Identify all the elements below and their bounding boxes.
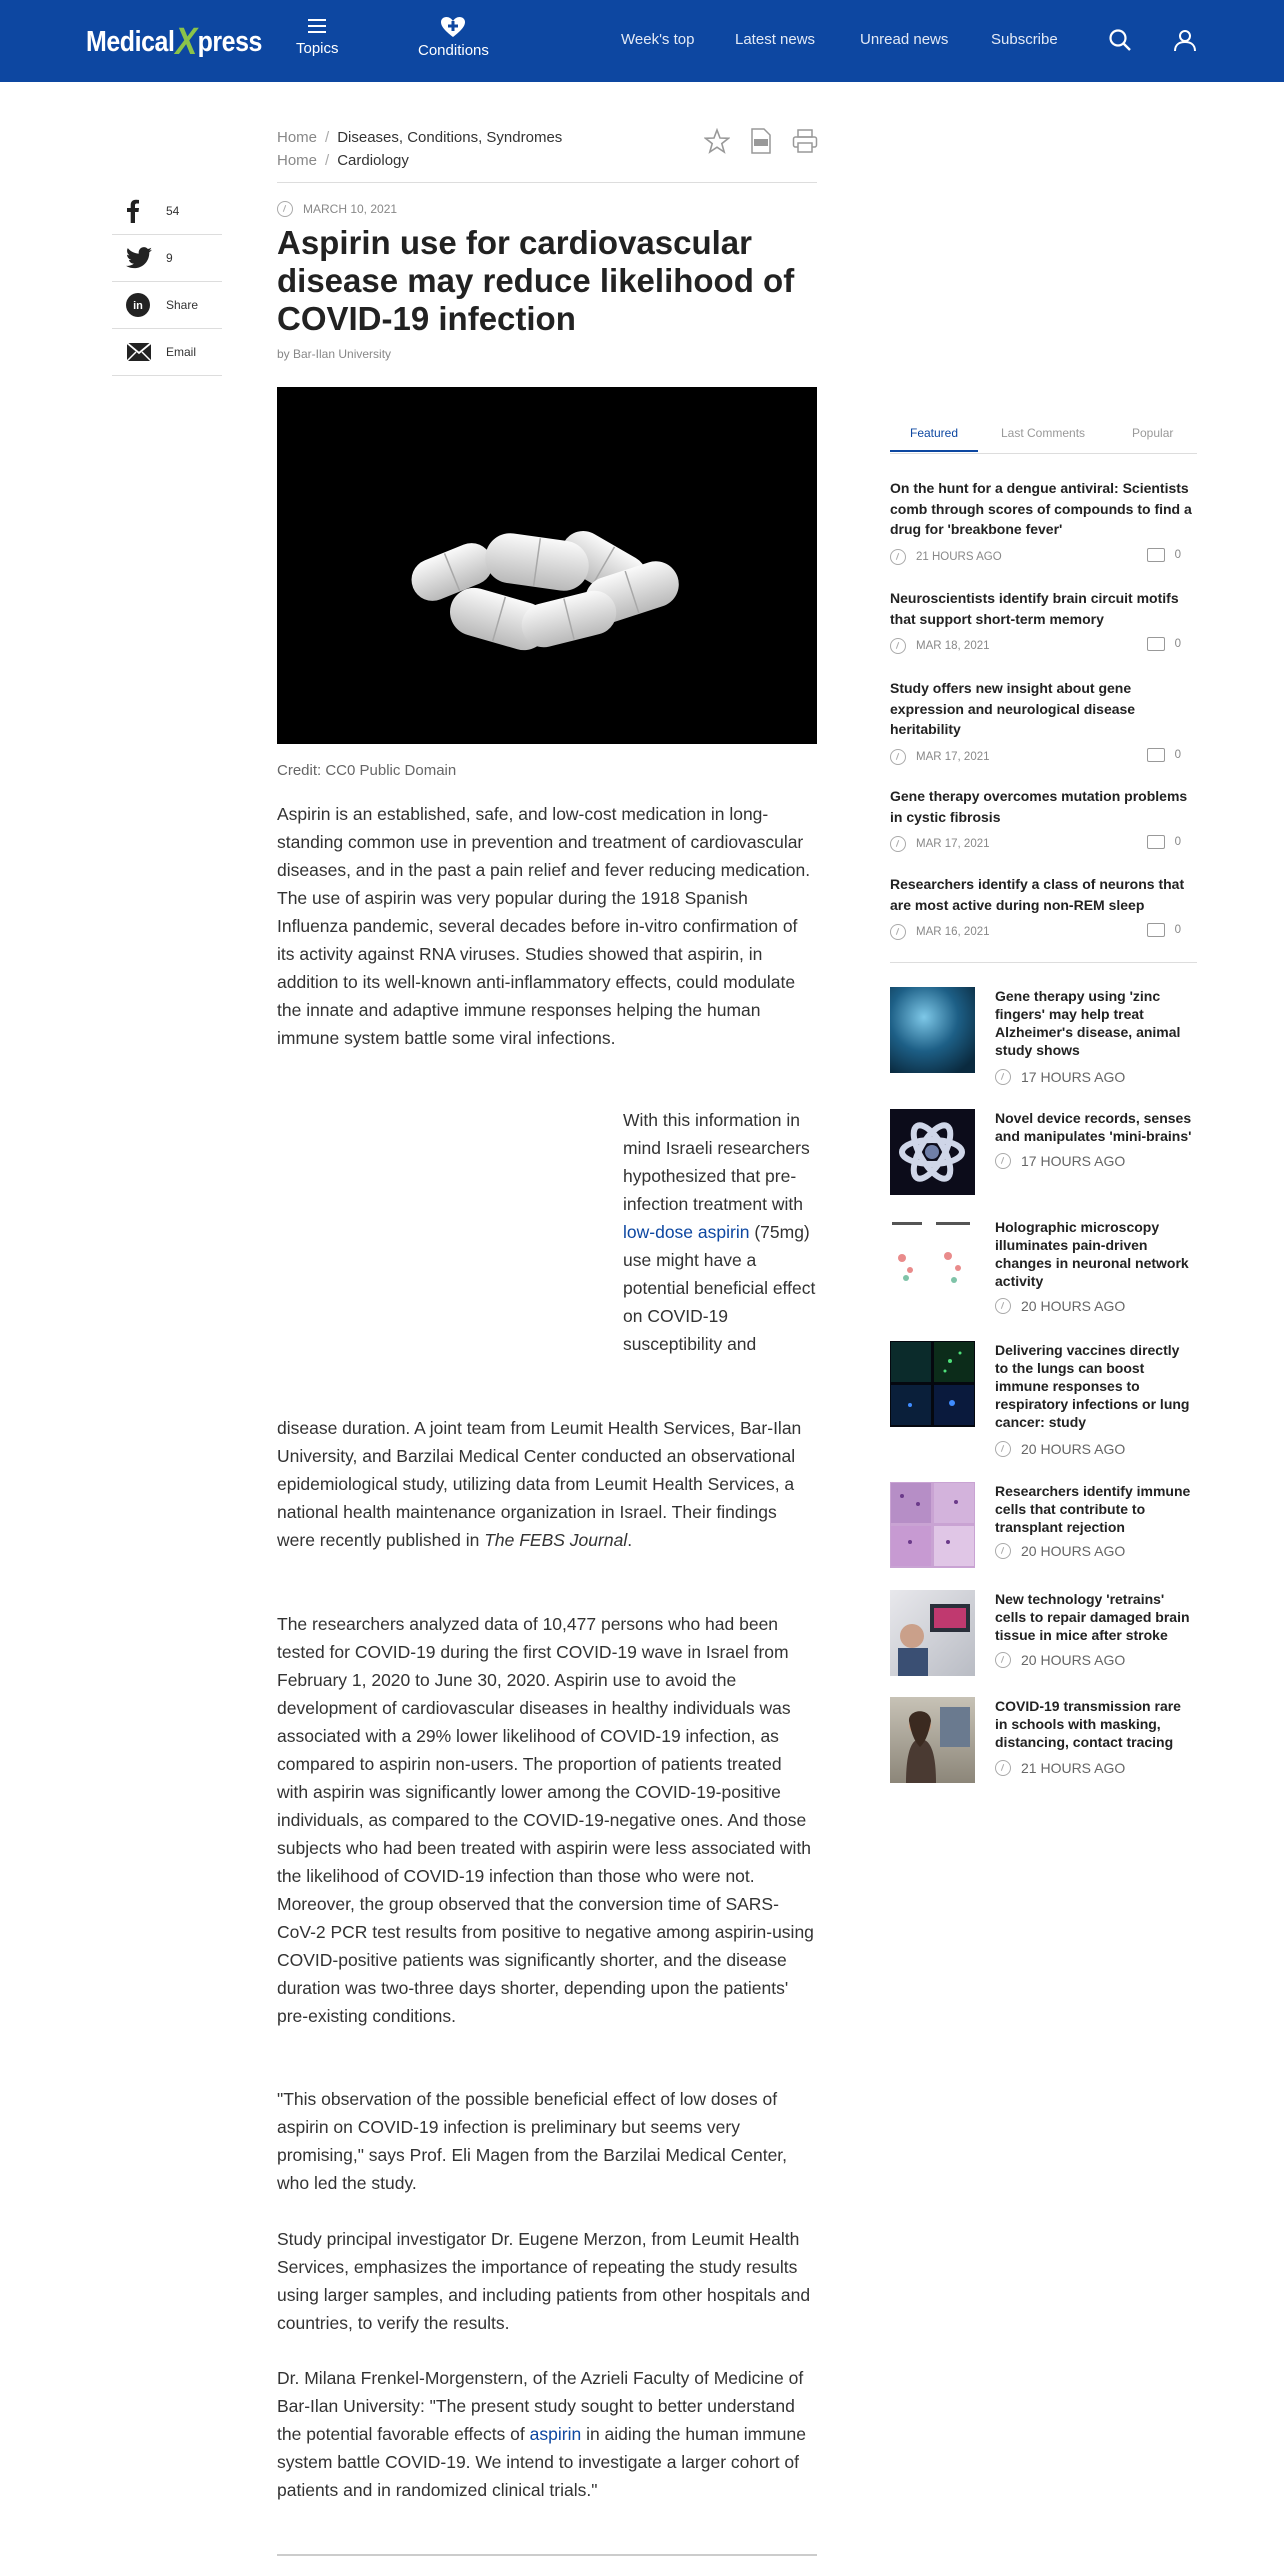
comment-icon — [1147, 748, 1165, 762]
print-icon[interactable] — [792, 128, 818, 159]
tab-popular[interactable]: Popular — [1132, 426, 1174, 440]
article-byline: by Bar-Ilan University — [277, 347, 392, 361]
news-item[interactable]: COVID-19 transmission rare in schools with masking, distancing, contact tracing 21 HOURS AGO — [890, 1697, 1195, 1783]
nav-unread-news[interactable]: Unread news — [860, 31, 949, 48]
topics-button[interactable]: Topics — [296, 16, 339, 57]
comment-icon — [1147, 548, 1165, 562]
news-item[interactable]: Delivering vaccines directly to the lungs can boost immune responses to respiratory infections or lung cancer: study 20 HOURS AGO — [890, 1341, 1195, 1427]
divider — [277, 2554, 817, 2556]
news-title[interactable]: New technology 'retrains' cells to repair damaged brain tissue in mice after stroke — [995, 1591, 1190, 1643]
clock-icon — [890, 749, 906, 765]
comment-icon — [1147, 637, 1165, 651]
news-item[interactable]: Researchers identify immune cells that contribute to transplant rejection 20 HOURS AGO — [890, 1482, 1195, 1568]
breadcrumb: Home / Cardiology — [277, 152, 409, 169]
search-icon[interactable] — [1108, 28, 1132, 57]
logo-text-right: press — [197, 25, 262, 58]
email-icon — [126, 342, 152, 362]
nav-subscribe[interactable]: Subscribe — [991, 31, 1058, 48]
news-thumbnail[interactable] — [890, 1218, 975, 1304]
featured-item[interactable]: Neuroscientists identify brain circuit motifs that support short-term memory MAR 18, 2021 0 — [890, 588, 1195, 655]
share-linkedin[interactable]: in Share — [112, 282, 222, 329]
nav-weeks-top[interactable]: Week's top — [621, 31, 695, 48]
share-bar — [112, 188, 222, 376]
user-icon[interactable] — [1173, 28, 1197, 57]
featured-title[interactable]: Gene therapy overcomes mutation problems in cystic fibrosis — [890, 788, 1188, 825]
news-title[interactable]: Researchers identify immune cells that contribute to transplant rejection — [995, 1483, 1191, 1535]
news-title[interactable]: Gene therapy using 'zinc fingers' may help treat Alzheimer's disease, animal study shows — [995, 988, 1181, 1058]
nav-latest-news[interactable]: Latest news — [735, 31, 816, 48]
bookmark-star-icon[interactable] — [704, 128, 730, 159]
featured-title[interactable]: Researchers identify a class of neurons that are most active during non-REM sleep — [890, 876, 1185, 913]
article-paragraph: Aspirin is an established, safe, and low-cost medication in long-standing common use in prevention and treatment of cardiovascular diseases, and in the past a pain relief and fever reducing medication. The use of aspirin was very popular during the 1918 Spanish Influenza pandemic, several decades before in-vitro confirmation of its activity against RNA viruses. Studies showed that aspirin, in addition to its well-known anti-inflammatory effects, could modulate the innate and adaptive immune responses helping the human immune system battle some viral infections. — [277, 804, 811, 1048]
article-paragraph: disease duration. A joint team from Leumit Health Services, Bar-Ilan University, and Barzilai Medical Center conducted an observational epidemiological study, utilizing data from Leumit Health Services, a national health maintenance organization in Israel. Their findings were recently published in The FEBS Journal. — [277, 1418, 802, 1550]
news-thumbnail[interactable] — [890, 1590, 975, 1676]
clock-icon — [890, 924, 906, 940]
news-title[interactable]: Holographic microscopy illuminates pain-driven changes in neuronal network activity — [995, 1219, 1189, 1289]
clock-icon — [890, 638, 906, 654]
article-title: Aspirin use for cardiovascular disease may reduce likelihood of COVID-19 infection — [277, 224, 795, 337]
divider — [277, 182, 817, 183]
news-thumbnail[interactable] — [890, 1697, 975, 1783]
clock-icon — [995, 1760, 1011, 1776]
share-email[interactable]: Email — [112, 329, 222, 376]
site-header — [0, 0, 1284, 82]
logo-text-mid: X — [175, 20, 197, 63]
sidebar-tabs — [890, 420, 1197, 454]
clock-icon — [277, 201, 293, 217]
featured-title[interactable]: Neuroscientists identify brain circuit motifs that support short-term memory — [890, 590, 1179, 627]
article-paragraph-wrapped: With this information in mind Israeli researchers hypothesized that pre-infection treatment with low-dose aspirin (75mg) use might have a potential beneficial effect on COVID-19 susceptibility and — [623, 1110, 816, 1354]
heart-plus-icon — [440, 16, 466, 38]
featured-item[interactable]: Study offers new insight about gene expression and neurological disease heritability MAR 17, 2021 0 — [890, 678, 1195, 766]
featured-title[interactable]: On the hunt for a dengue antiviral: Scientists comb through scores of compounds to find a drug for 'breakbone fever' — [890, 480, 1192, 537]
featured-item[interactable]: Researchers identify a class of neurons that are most active during non-REM sleep MAR 16, 2021 0 — [890, 874, 1195, 941]
comment-icon — [1147, 835, 1165, 849]
article-paragraph: Study principal investigator Dr. Eugene Merzon, from Leumit Health Services, emphasizes the importance of repeating the study results using larger samples, and including patients from other hospitals and countries, to verify the results. — [277, 2229, 811, 2333]
share-twitter[interactable]: 9 — [112, 235, 222, 282]
clock-icon — [995, 1441, 1011, 1457]
conditions-button[interactable]: Conditions — [418, 16, 489, 59]
news-item[interactable]: Novel device records, senses and manipulates 'mini-brains' 17 HOURS AGO — [890, 1109, 1195, 1195]
clock-icon — [995, 1298, 1011, 1314]
clock-icon — [995, 1153, 1011, 1169]
news-thumbnail[interactable] — [890, 1341, 975, 1427]
breadcrumb-section[interactable]: Cardiology — [337, 152, 409, 169]
menu-icon — [306, 16, 328, 36]
breadcrumb-home[interactable]: Home — [277, 129, 318, 146]
clock-icon — [995, 1543, 1011, 1559]
breadcrumb-section[interactable]: Diseases, Conditions, Syndromes — [337, 129, 563, 146]
featured-item[interactable]: Gene therapy overcomes mutation problems in cystic fibrosis MAR 17, 2021 0 — [890, 786, 1195, 853]
news-thumbnail[interactable] — [890, 987, 975, 1073]
site-logo[interactable] — [86, 22, 262, 62]
aspirin-link[interactable]: aspirin — [529, 2424, 582, 2444]
tab-featured[interactable]: Featured — [890, 426, 978, 452]
news-item[interactable]: Gene therapy using 'zinc fingers' may help treat Alzheimer's disease, animal study shows 17 HOURS AGO — [890, 987, 1195, 1073]
logo-text-left: Medical — [86, 25, 175, 58]
low-dose-aspirin-link[interactable]: low-dose aspirin — [623, 1222, 750, 1242]
divider — [890, 962, 1197, 963]
article-photo-pills[interactable] — [277, 387, 817, 744]
clock-icon — [995, 1069, 1011, 1085]
clock-icon — [890, 549, 906, 565]
article-date: MARCH 10, 2021 — [277, 201, 397, 217]
comment-icon — [1147, 923, 1165, 937]
linkedin-icon — [126, 293, 150, 317]
featured-item[interactable]: On the hunt for a dengue antiviral: Scientists comb through scores of compounds to find a drug for 'breakbone fever' 21 HOURS AGO 0 — [890, 478, 1195, 566]
featured-title[interactable]: Study offers new insight about gene expression and neurological disease heritability — [890, 680, 1136, 737]
news-thumbnail[interactable] — [890, 1109, 975, 1195]
share-facebook[interactable]: 54 — [112, 188, 222, 235]
news-title[interactable]: Novel device records, senses and manipulates 'mini-brains' — [995, 1110, 1192, 1144]
news-title[interactable]: Delivering vaccines directly to the lungs can boost immune responses to respiratory infections or lung cancer: study — [995, 1342, 1190, 1430]
news-title[interactable]: COVID-19 transmission rare in schools with masking, distancing, contact tracing — [995, 1698, 1181, 1750]
news-item[interactable]: Holographic microscopy illuminates pain-driven changes in neuronal network activity 20 HOURS AGO — [890, 1218, 1195, 1304]
photo-credit: Credit: CC0 Public Domain — [277, 762, 457, 779]
twitter-icon — [126, 247, 152, 269]
facebook-icon — [126, 199, 140, 223]
breadcrumb: Home / Diseases, Conditions, Syndromes — [277, 129, 563, 146]
breadcrumb-home[interactable]: Home — [277, 152, 318, 169]
pdf-icon[interactable] — [750, 128, 772, 159]
article-paragraph: The researchers analyzed data of 10,477 persons who had been tested for COVID-19 during the first COVID-19 wave in Israel from February 1, 2020 to June 30, 2020. Aspirin use to avoid the development of cardiovascular diseases in healthy individuals was associated with a 29% lower likelihood of COVID-19 infection, as compared to aspirin non-users. The proportion of patients treated with aspirin was significantly lower among the COVID-19-positive individuals, as compared to the COVID-19-negative ones. And those subjects who had been treated with aspirin were less associated with the likelihood of COVID-19 infection than those who were not. Moreover, the group observed that the conversion time of SARS-CoV-2 PCR test results from positive to negative among aspirin-using COVID-positive patients was significantly shorter, and the disease duration was two-three days shorter, depending upon the patients' pre-existing conditions. — [277, 1614, 814, 2026]
news-item[interactable]: New technology 'retrains' cells to repair damaged brain tissue in mice after stroke 20 HOURS AGO — [890, 1590, 1195, 1676]
svg-text:in: in — [133, 300, 143, 312]
clock-icon — [995, 1652, 1011, 1668]
journal-name: The FEBS Journal — [484, 1530, 628, 1550]
tab-last-comments[interactable]: Last Comments — [1001, 426, 1086, 440]
article-paragraph: Dr. Milana Frenkel-Morgenstern, of the Azrieli Faculty of Medicine of Bar-Ilan University: "The present study sought to better understand the potential favorable effects of aspirin in aiding the human immune system battle COVID-19. We intend to investigate a larger cohort of patients and in randomized clinical trials." — [277, 2368, 806, 2500]
news-thumbnail[interactable] — [890, 1482, 975, 1568]
article-paragraph: "This observation of the possible beneficial effect of low doses of aspirin on COVID-19 infection is preliminary but seems very promising," says Prof. Eli Magen from the Barzilai Medical Center, who led the study. — [277, 2089, 788, 2193]
clock-icon — [890, 836, 906, 852]
